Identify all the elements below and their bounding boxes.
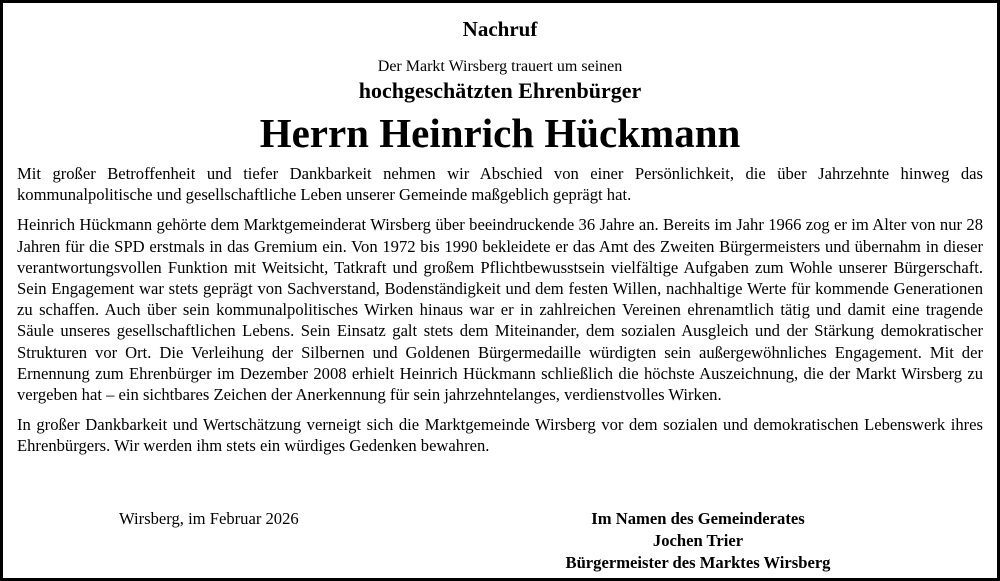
intro-line: Der Markt Wirsberg trauert um seinen [377,58,623,75]
notice-heading: Nachruf [462,17,538,41]
signature-line-role: Bürgermeister des Marktes Wirsberg [565,553,831,572]
signature-line-name: Jochen Trier [652,531,744,550]
deceased-name: Herrn Heinrich Hückmann [259,110,741,156]
signature-line-council: Im Namen des Gemeinderates [591,509,805,528]
paragraph-closing: In großer Dankbarkeit und Wertschätzung verneigt sich die Marktgemeinde Wirsberg vor dem sozialen und demokratischen Lebenswerk ihres Ehrenbürgers. Wir werden ihm stets ein würdiges Gedenken bewahren. [17,415,983,456]
honorary-title: hochgeschätzten Ehrenbürger [358,78,642,103]
signature-block [548,508,848,574]
place-date: Wirsberg, im Februar 2026 [119,509,299,528]
paragraph-biography: Heinrich Hückmann gehörte dem Marktgemeinderat Wirsberg über beeindruckende 36 Jahre an. Bereits im Jahr 1966 zog er im Alter von nur 28 Jahren für die SPD erstmals in das Gremium ein. Von 1972 bis 1990 bekleidete er das Amt des Zweiten Bürgermeisters und übernahm in dieser verantwortungsvollen Funktion mit Weitsicht, Tatkraft und großem Pflichtbewusstsein vielfältige Aufgaben zum Wohle unserer Bürgerschaft. Sein Engagement war stets geprägt von Sachverstand, Bodenständigkeit und dem festen Willen, nachhaltige Werte für kommende Generationen zu schaffen. Auch über sein kommunalpolitisches Wirken hinaus war er in zahlreichen Vereinen ehrenamtlich tätig und damit eine tragende Säule unseres gesellschaftlichen Lebens. Sein Einsatz galt stets dem Miteinander, dem sozialen Ausgleich und der Stärkung demokratischer Strukturen vor Ort. Die Verleihung der Silbernen und Goldenen Bürgermedaille würdigten sein außergewöhnliches Engagement. Mit der Ernennung zum Ehrenbürger im Dezember 2008 erhielt Heinrich Hückmann schließlich die höchste Auszeichnung, die der Markt Wirsberg zu vergeben hat – ein sichtbares Zeichen der Anerkennung für sein jahrzehntelanges, verdienstvolles Wirken. [17,215,983,405]
paragraph-opening: Mit großer Betroffenheit und tiefer Dankbarkeit nehmen wir Abschied von einer Persönlichkeit, die über Jahrzehnte hinweg das kommunalpolitische und gesellschaftliche Leben unserer Gemeinde maßgeblich geprägt hat. [17,164,983,205]
